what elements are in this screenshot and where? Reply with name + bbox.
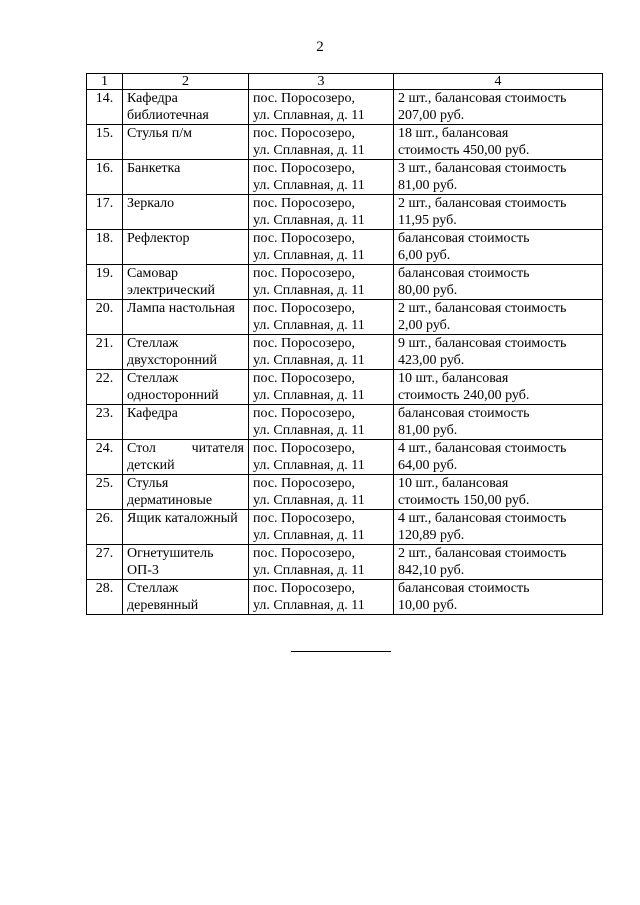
item-description-line: стоимость 450,00 руб. [398, 143, 530, 158]
item-name [123, 125, 249, 160]
item-name-line: Банкетка [127, 161, 181, 176]
item-description-line: балансовая стоимость [398, 231, 530, 246]
item-description-line: 423,00 руб. [398, 353, 465, 368]
row-number: 16. [87, 160, 123, 195]
item-name [123, 440, 249, 475]
item-description-line: 2 шт., балансовая стоимость [398, 301, 567, 316]
item-name-line [127, 317, 244, 334]
item-address [249, 580, 394, 615]
row-number: 15. [87, 125, 123, 160]
table-row [87, 510, 603, 545]
item-name [123, 230, 249, 265]
item-name [123, 265, 249, 300]
item-name [123, 160, 249, 195]
item-address [249, 125, 394, 160]
item-name-line [127, 422, 244, 439]
item-name [123, 545, 249, 580]
item-description [394, 335, 603, 370]
table-row [87, 125, 603, 160]
row-number: 27. [87, 545, 123, 580]
item-address-line: ул. Сплавная, д. 11 [253, 458, 365, 473]
item-name-line: Стулья п/м [127, 126, 193, 141]
row-number: 17. [87, 195, 123, 230]
item-description [394, 370, 603, 405]
item-name [123, 90, 249, 125]
item-description-line: 80,00 руб. [398, 283, 458, 298]
item-name-line: Огнетушитель [127, 546, 214, 561]
table-row [87, 300, 603, 335]
item-description-line: 2 шт., балансовая стоимость [398, 91, 567, 106]
item-name-line: Стулья [127, 476, 169, 491]
item-description-line: 11,95 руб. [398, 213, 457, 228]
table-row [87, 90, 603, 125]
table-row [87, 195, 603, 230]
item-description-line: 6,00 руб. [398, 248, 451, 263]
item-description-line: стоимость 150,00 руб. [398, 493, 530, 508]
table-row [87, 265, 603, 300]
item-address-line: ул. Сплавная, д. 11 [253, 388, 365, 403]
item-description-line: 2 шт., балансовая стоимость [398, 196, 567, 211]
item-address [249, 160, 394, 195]
item-address-line: ул. Сплавная, д. 11 [253, 528, 365, 543]
item-address-line: ул. Сплавная, д. 11 [253, 563, 365, 578]
item-name-line: Кафедра [127, 406, 178, 421]
column-header-2: 2 [123, 74, 249, 90]
item-name [123, 405, 249, 440]
item-name-line: Самовар [127, 266, 179, 281]
table-header-row [87, 74, 603, 90]
item-name-line: детский [127, 458, 175, 473]
item-address [249, 370, 394, 405]
row-number: 19. [87, 265, 123, 300]
row-number: 21. [87, 335, 123, 370]
page-number: 2 [316, 39, 324, 55]
item-address-line: пос. Поросозеро, [253, 476, 355, 491]
item-address [249, 195, 394, 230]
item-address-line: пос. Поросозеро, [253, 161, 355, 176]
item-address [249, 90, 394, 125]
row-number: 25. [87, 475, 123, 510]
item-name-line [127, 527, 244, 544]
item-address-line: пос. Поросозеро, [253, 441, 355, 456]
item-name [123, 335, 249, 370]
item-description-line: 64,00 руб. [398, 458, 458, 473]
item-address [249, 265, 394, 300]
table-row [87, 580, 603, 615]
item-address-line: пос. Поросозеро, [253, 581, 355, 596]
item-address-line: пос. Поросозеро, [253, 91, 355, 106]
item-name-line [127, 440, 244, 457]
item-address-line: ул. Сплавная, д. 11 [253, 248, 365, 263]
column-header-4: 4 [394, 74, 603, 90]
item-description [394, 265, 603, 300]
item-address-line: пос. Поросозеро, [253, 511, 355, 526]
item-name-line: Стеллаж [127, 581, 179, 596]
item-description-line: 120,89 руб. [398, 528, 465, 543]
item-description-line: 9 шт., балансовая стоимость [398, 336, 567, 351]
table-row [87, 475, 603, 510]
item-address-line: пос. Поросозеро, [253, 126, 355, 141]
item-address [249, 440, 394, 475]
item-name-line: деревянный [127, 598, 199, 613]
item-address-line: ул. Сплавная, д. 11 [253, 283, 365, 298]
item-address [249, 230, 394, 265]
item-name-line: Рефлектор [127, 231, 190, 246]
item-address-line: ул. Сплавная, д. 11 [253, 493, 365, 508]
item-description [394, 405, 603, 440]
item-description [394, 125, 603, 160]
item-description-line: стоимость 240,00 руб. [398, 388, 530, 403]
row-number: 20. [87, 300, 123, 335]
item-address [249, 475, 394, 510]
item-description [394, 230, 603, 265]
column-header-1: 1 [87, 74, 123, 90]
table-row [87, 230, 603, 265]
row-number: 22. [87, 370, 123, 405]
item-name-word: Стол [127, 441, 156, 456]
item-description-line: балансовая стоимость [398, 406, 530, 421]
item-address-line: ул. Сплавная, д. 11 [253, 353, 365, 368]
item-address [249, 335, 394, 370]
item-address [249, 510, 394, 545]
item-address-line: ул. Сплавная, д. 11 [253, 178, 365, 193]
item-description-line: 207,00 руб. [398, 108, 465, 123]
table-row [87, 405, 603, 440]
item-description-line: 2 шт., балансовая стоимость [398, 546, 567, 561]
item-name-line [127, 212, 244, 229]
item-description [394, 580, 603, 615]
item-name-line: Кафедра [127, 91, 178, 106]
item-name-line: двухсторонний [127, 353, 217, 368]
item-description-line: 10 шт., балансовая [398, 371, 509, 386]
item-name-line: Стеллаж [127, 371, 179, 386]
table-row [87, 160, 603, 195]
item-description-line: 3 шт., балансовая стоимость [398, 161, 567, 176]
item-address-line: пос. Поросозеро, [253, 336, 355, 351]
item-name-line: Ящик каталожный [127, 511, 238, 526]
item-description-line: 81,00 руб. [398, 178, 458, 193]
item-name [123, 580, 249, 615]
bottom-divider [291, 651, 391, 652]
item-description [394, 545, 603, 580]
item-description-line: 4 шт., балансовая стоимость [398, 511, 567, 526]
item-address-line: пос. Поросозеро, [253, 371, 355, 386]
inventory-table [86, 73, 603, 615]
item-address-line: пос. Поросозеро, [253, 266, 355, 281]
item-name-word: читателя [191, 441, 244, 456]
item-name [123, 300, 249, 335]
row-number: 24. [87, 440, 123, 475]
item-description [394, 90, 603, 125]
item-address-line: пос. Поросозеро, [253, 196, 355, 211]
item-address-line: пос. Поросозеро, [253, 301, 355, 316]
item-name-line: электрический [127, 283, 215, 298]
table-body [87, 90, 603, 615]
table-row [87, 440, 603, 475]
row-number: 14. [87, 90, 123, 125]
item-description-line: 10,00 руб. [398, 598, 458, 613]
column-header-3: 3 [249, 74, 394, 90]
row-number: 28. [87, 580, 123, 615]
row-number: 26. [87, 510, 123, 545]
item-address-line: ул. Сплавная, д. 11 [253, 598, 365, 613]
item-description [394, 300, 603, 335]
item-name-line [127, 142, 244, 159]
item-address-line: ул. Сплавная, д. 11 [253, 108, 365, 123]
item-address [249, 545, 394, 580]
item-description-line: 4 шт., балансовая стоимость [398, 441, 567, 456]
item-description [394, 195, 603, 230]
item-address-line: ул. Сплавная, д. 11 [253, 213, 365, 228]
item-name [123, 370, 249, 405]
row-number: 23. [87, 405, 123, 440]
item-address [249, 405, 394, 440]
item-description-line: балансовая стоимость [398, 581, 530, 596]
item-address-line: пос. Поросозеро, [253, 406, 355, 421]
item-description-line: 10 шт., балансовая [398, 476, 509, 491]
item-address-line: пос. Поросозеро, [253, 546, 355, 561]
item-name-line: библиотечная [127, 108, 209, 123]
item-description [394, 160, 603, 195]
item-description [394, 440, 603, 475]
item-name [123, 475, 249, 510]
item-address-line: ул. Сплавная, д. 11 [253, 143, 365, 158]
item-name-line: ОП-3 [127, 563, 159, 578]
row-number: 18. [87, 230, 123, 265]
item-name [123, 510, 249, 545]
table-row [87, 335, 603, 370]
item-description-line: 842,10 руб. [398, 563, 465, 578]
item-name-line: Лампа настольная [127, 301, 235, 316]
item-description-line: 2,00 руб. [398, 318, 451, 333]
table-row [87, 545, 603, 580]
item-name-line: Зеркало [127, 196, 175, 211]
table-row [87, 370, 603, 405]
item-name-line: односторонний [127, 388, 219, 403]
item-address [249, 300, 394, 335]
item-name [123, 195, 249, 230]
item-name-line [127, 247, 244, 264]
item-name-line: Стеллаж [127, 336, 179, 351]
item-address-line: пос. Поросозеро, [253, 231, 355, 246]
item-address-line: ул. Сплавная, д. 11 [253, 318, 365, 333]
item-name-line [127, 177, 244, 194]
item-description [394, 475, 603, 510]
item-description-line: 81,00 руб. [398, 423, 458, 438]
item-name-line: дерматиновые [127, 493, 213, 508]
item-description [394, 510, 603, 545]
item-description-line: балансовая стоимость [398, 266, 530, 281]
item-description-line: 18 шт., балансовая [398, 126, 509, 141]
item-address-line: ул. Сплавная, д. 11 [253, 423, 365, 438]
